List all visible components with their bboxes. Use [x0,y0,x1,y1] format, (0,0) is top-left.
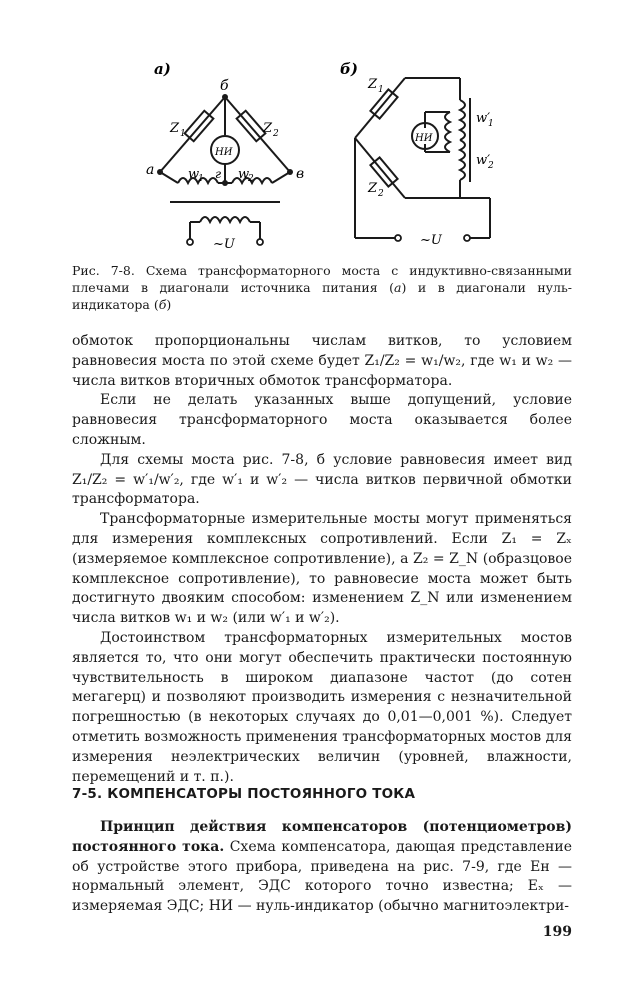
caption-text-2: ) и в диагонали нуль-индикатора ( [72,280,573,312]
w2-sub-b: 2 [488,161,494,171]
node-label-left: а [146,162,155,178]
paragraph-2: Если не делать указанных выше допущений, условие равновесия трансформаторного моста оказывается более сложным. [72,392,572,448]
z1-label-a: Z [170,121,180,136]
source-label-a: ~U [213,237,235,252]
caption-mark-a: а [394,280,402,295]
paragraph-3: Для схемы моста рис. 7-8, б условие равновесия имеет вид Z₁/Z₂ = w′₁/w′₂, где w′₁ и w′₂ — числа витков первичной обмотки трансформатора. [72,451,572,508]
indicator-label-b: НИ [415,133,433,144]
z2-sub-a: 2 [273,129,279,139]
w2-label-a: w [238,167,250,182]
w2-label-b: w′ [476,153,491,168]
section-heading: 7-5. КОМПЕНСАТОРЫ ПОСТОЯННОГО ТОКА [72,786,416,802]
w2-sub-a: 2 [248,174,254,184]
w1-label-b: w′ [476,111,491,126]
lead-bold: Принцип действия компенсаторов (потенциометров) постоянного тока. [72,819,572,855]
panel-b-label: б) [340,60,358,78]
caption-text-3: ) [166,297,172,312]
body-text [72,332,572,787]
z2-label-a: Z [263,121,273,136]
caption-mark-b: б [158,297,167,312]
z1-label-b: Z [368,77,378,92]
z2-label-b: Z [368,181,378,196]
indicator-label-a: НИ [215,147,233,158]
figure-caption [72,262,572,313]
w1-label-a: w [188,167,200,182]
page-number: 199 [542,924,572,940]
caption-text-1: Схема трансформаторного моста с индуктивно-связанными плечами в диагонали источника питания ( [72,263,573,295]
node-label-top: б [220,78,229,94]
z1-sub-b: 1 [378,85,384,95]
panel-a-label: а) [154,60,171,78]
caption-lead: Рис. 7-8. [72,263,135,278]
figure-7-8 [140,60,520,260]
paragraph-5: Достоинством трансформаторных измерительных мостов является то, что они могут обеспечить практически постоянную чувствительность в широком диапазоне частот (до сотен мегагерц) и позволяют производить измерения с незначительной погрешностью (в некоторых случаях до 0,01—0,001 %). Следует отметить возможность применения трансформаторных мостов для измерения неэлектрических величин (уровней, влажности, перемещений и т. п.). [72,629,572,785]
z1-sub-a: 1 [180,129,186,139]
lead-text: Схема компенсатора, дающая представление об устройстве этого прибора, приведена на рис. 7-9, где Eн — нормальный элемент, ЭДС которого точно известна; Eₓ — измеряемая ЭДС; НИ — нуль-индикатор (обычно магнитоэлектри- [72,838,572,915]
paragraph-1: обмоток пропорциональны числам витков, то условием равновесия моста по этой схеме будет Z₁/Z₂ = w₁/w₂, где w₁ и w₂ — числа витков вторичных обмоток трансформатора. [72,333,572,389]
z2-sub-b: 2 [378,189,384,199]
w1-sub-a: 1 [198,174,204,184]
source-label-b: ~U [420,233,442,248]
paragraph-4: Трансформаторные измерительные мосты могут применяться для измерения комплексных сопротивлений. Если Z₁ = Zₓ (измеряемое комплексное сопротивление), а Z₂ = Z_N (образцовое комплексное сопротивление), то равновесие моста может быть достигнуто двояким способом: изменением Z_N или изменением числа витков w₁ и w₂ (или w′₁ и w′₂). [72,511,572,627]
lead-paragraph [72,818,572,917]
node-label-right: в [296,166,305,182]
circuit-diagram [140,60,520,260]
w1-sub-b: 1 [488,119,494,129]
node-label-mid: г [215,167,222,181]
